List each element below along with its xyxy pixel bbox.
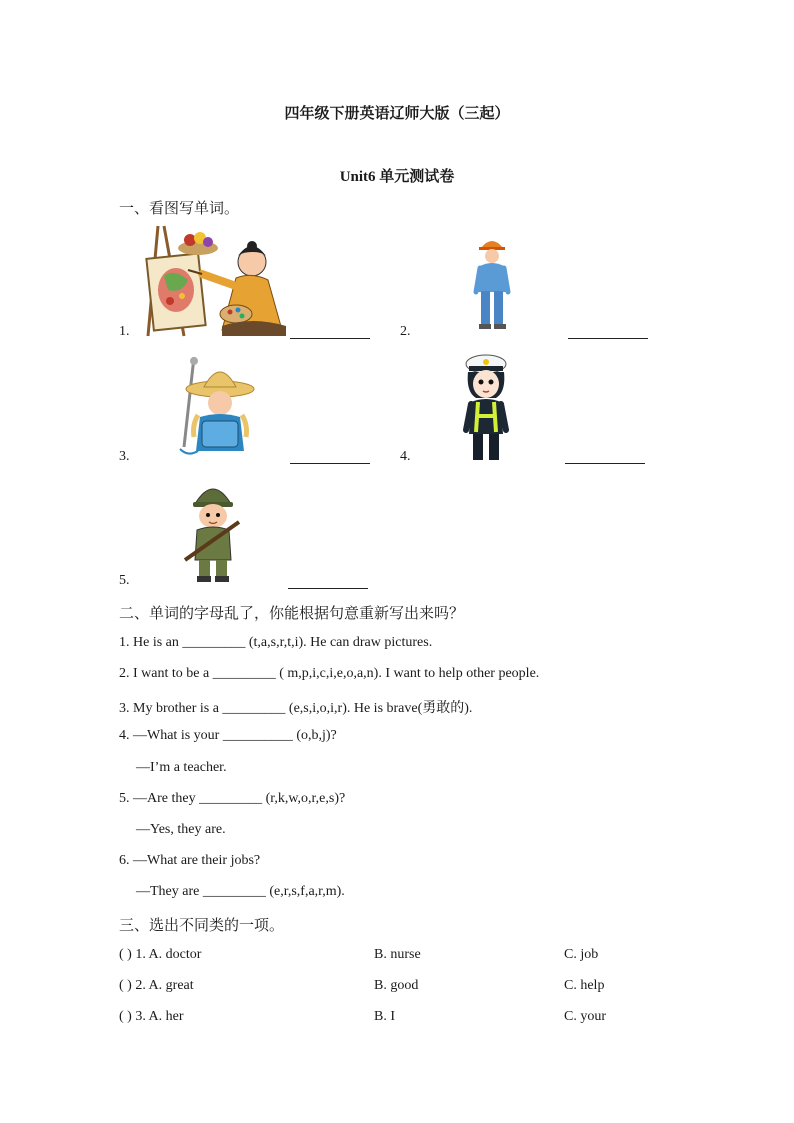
question-line: 5. —Are they _________ (r,k,w,o,r,e,s)? xyxy=(119,791,346,806)
item-number: 5. xyxy=(119,573,130,588)
answer-blank[interactable] xyxy=(565,463,645,464)
answer-line: —They are _________ (e,r,s,f,a,r,m). xyxy=(136,884,345,899)
farmer-picture xyxy=(176,355,258,459)
choice-option-b: B. nurse xyxy=(374,947,421,962)
choice-question: ( ) 1. A. doctor xyxy=(119,947,202,962)
item-number: 2. xyxy=(400,324,411,339)
question-line: 6. —What are their jobs? xyxy=(119,853,261,868)
answer-blank[interactable] xyxy=(568,338,648,339)
choice-option-b: B. good xyxy=(374,978,419,993)
question-line: 1. He is an _________ (t,a,s,r,t,i). He can draw pictures. xyxy=(119,635,433,650)
question-line: 3. My brother is a _________ (e,s,i,o,i,r). He is brave(勇敢的). xyxy=(119,701,473,716)
answer-line: —I’m a teacher. xyxy=(136,760,227,775)
page-subtitle: Unit6 单元测试卷 xyxy=(339,169,455,185)
choice-option-c: C. job xyxy=(564,947,599,962)
item-number: 4. xyxy=(400,449,411,464)
choice-question: ( ) 2. A. great xyxy=(119,978,194,993)
answer-blank[interactable] xyxy=(290,463,370,464)
soldier-picture xyxy=(183,482,243,586)
section1-heading: 一、看图写单词。 xyxy=(119,199,240,217)
answer-blank[interactable] xyxy=(288,588,368,589)
police-officer-picture xyxy=(461,352,511,464)
page-title: 四年级下册英语辽师大版（三起） xyxy=(284,106,510,122)
question-line: 2. I want to be a _________ ( m,p,i,c,i,e,o,a,n). I want to help other people. xyxy=(119,666,540,681)
painter-picture xyxy=(140,226,290,336)
choice-question: ( ) 3. A. her xyxy=(119,1009,184,1024)
section3-heading: 三、选出不同类的一项。 xyxy=(119,916,285,934)
answer-line: —Yes, they are. xyxy=(136,822,226,837)
item-number: 1. xyxy=(119,324,130,339)
worker-picture xyxy=(470,236,514,332)
section2-heading: 二、单词的字母乱了，你能根据句意重新写出来吗？ xyxy=(119,604,465,622)
answer-blank[interactable] xyxy=(290,338,370,339)
question-line: 4. —What is your __________ (o,b,j)? xyxy=(119,728,337,743)
item-number: 3. xyxy=(119,449,130,464)
choice-option-c: C. your xyxy=(564,1009,606,1024)
choice-option-c: C. help xyxy=(564,978,605,993)
choice-option-b: B. I xyxy=(374,1009,395,1024)
